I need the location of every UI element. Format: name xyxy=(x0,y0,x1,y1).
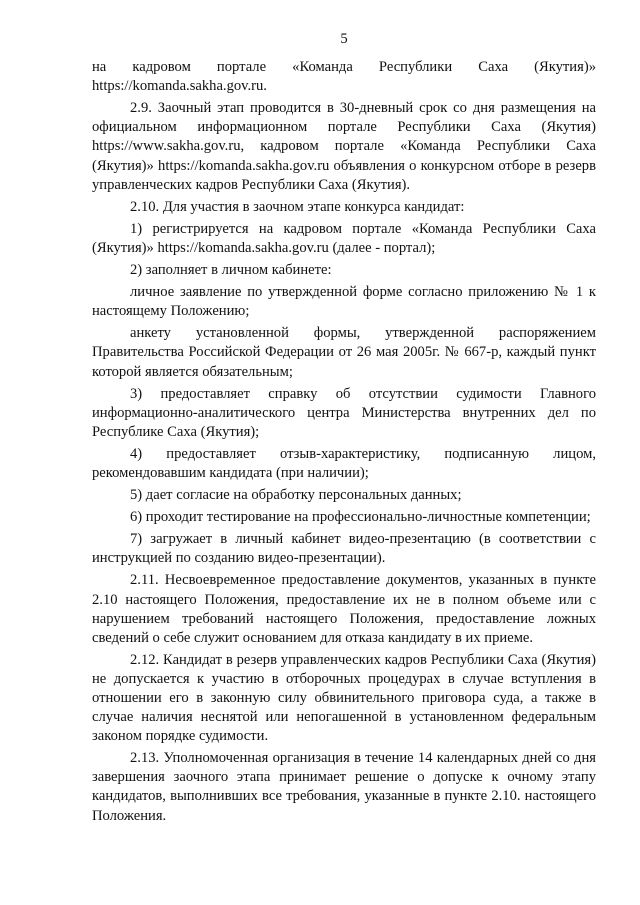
paragraph: 2) заполняет в личном кабинете: xyxy=(130,262,332,279)
page-number: 5 xyxy=(340,31,348,47)
paragraph: 4) предоставляет отзыв-характеристику, подписанную лицом, рекомендовавшим кандидата (при наличии); xyxy=(92,445,596,481)
paragraph: 7) загружает в личный кабинет видео-презентацию (в соответствии с инструкцией по созданию видео-презентации). xyxy=(92,531,596,567)
paragraph: 5) дает согласие на обработку персональных данных; xyxy=(130,487,462,504)
paragraph: 2.13. Уполномоченная организация в течение 14 календарных дней со дня завершения заочного этапа принимает решение о допуске к очному этапу кандидатов, выполнивших все требования, указанные в пункте 2.10. настоящего Положения. xyxy=(92,750,596,824)
paragraph: личное заявление по утвержденной форме согласно приложению № 1 к настоящему Положению; xyxy=(92,284,596,320)
document-page xyxy=(92,30,596,826)
paragraph: 6) проходит тестирование на профессионально-личностные компетенции; xyxy=(130,509,591,526)
paragraph: на кадровом портале «Команда Республики Саха (Якутия)» https://komanda.sakha.gov.ru. xyxy=(92,59,596,95)
paragraph: 1) регистрируется на кадровом портале «Команда Республики Саха (Якутия)» https://komanda.sakha.gov.ru (далее - портал); xyxy=(92,220,596,256)
paragraph: 2.10. Для участия в заочном этапе конкурса кандидат: xyxy=(130,198,465,215)
paragraph: 3) предоставляет справку об отсутствии судимости Главного информационно-аналитического центра Министерства внутренних дел по Республике Саха (Якутия); xyxy=(92,385,596,440)
document-body xyxy=(92,58,596,826)
paragraph: анкету установленной формы, утвержденной распоряжением Правительства Российской Федерации от 26 мая 2005г. № 667-р, каждый пункт которой является обязательным; xyxy=(92,325,596,380)
paragraph: 2.11. Несвоевременное предоставление документов, указанных в пункте 2.10 настоящего Положения, предоставление их не в полном объеме или с нарушением требований настоящего Положения, предоставление ложных сведений о себе служит основанием для отказа кандидату в их приеме. xyxy=(92,572,596,646)
paragraph: 2.12. Кандидат в резерв управленческих кадров Республики Саха (Якутия) не допускается к участию в отборочных процедурах в случае вступления в отношении его в законную силу обвинительного приговора суда, а также в случае наличия неснятой или непогашенной в установленном федеральным законом порядке судимости. xyxy=(92,651,596,745)
paragraph: 2.9. Заочный этап проводится в 30-дневный срок со дня размещения на официальном информационном портале Республики Саха (Якутия) https://www.sakha.gov.ru, кадровом портале «Команда Республики Саха (Якутия)» https://komanda.sakha.gov.ru объявления о конкурсном отборе в резерв управленческих кадров Республики Саха (Якутия). xyxy=(92,100,596,193)
